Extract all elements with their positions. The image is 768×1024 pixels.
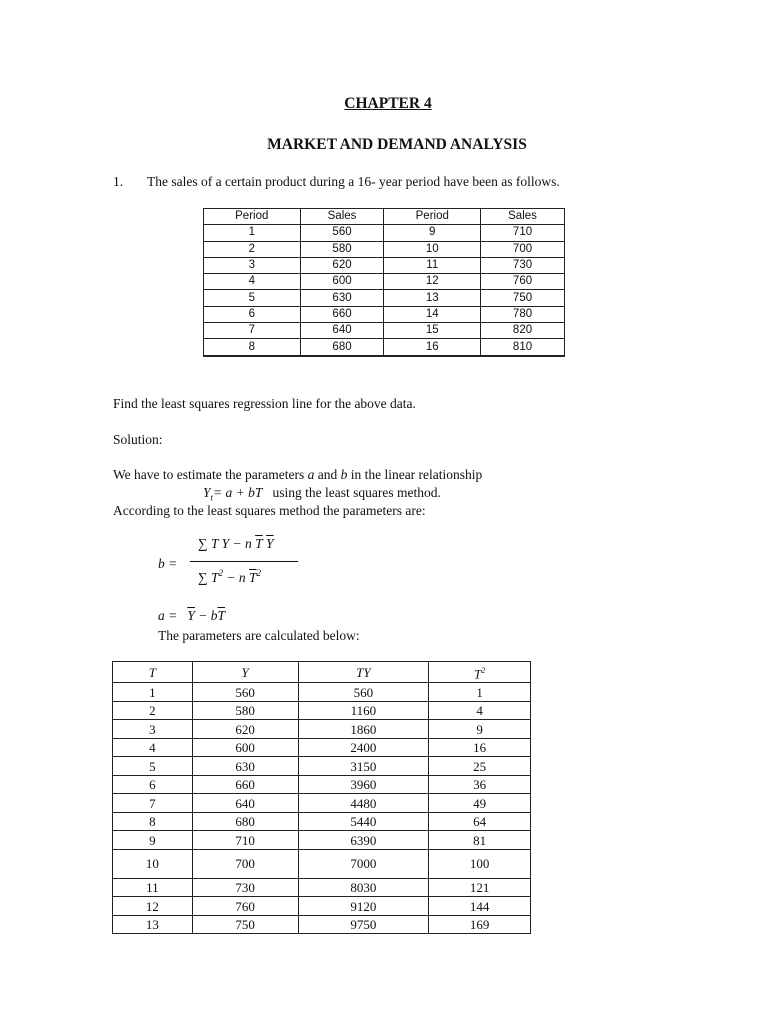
a-tbar: $\overline{T}$ bbox=[217, 608, 226, 623]
sales-cell: 15 bbox=[384, 323, 481, 339]
den-exp: 2 bbox=[218, 568, 224, 578]
calc-cell: 8030 bbox=[298, 878, 429, 897]
sales-row bbox=[204, 290, 565, 306]
param-b: b bbox=[340, 467, 348, 482]
formula-a bbox=[158, 608, 225, 624]
sales-cell: 4 bbox=[204, 274, 301, 290]
find-instruction: Find the least squares regression line for the above data. bbox=[113, 396, 416, 411]
eq-sub: t bbox=[210, 492, 214, 503]
calc-cell: 2400 bbox=[298, 738, 429, 757]
calc-cell: 1 bbox=[113, 683, 193, 702]
calc-cell: 620 bbox=[192, 720, 298, 739]
calc-row bbox=[113, 897, 531, 916]
linear-equation bbox=[203, 485, 441, 503]
sales-cell: 660 bbox=[300, 306, 384, 322]
calc-cell: 11 bbox=[113, 878, 193, 897]
sales-cell: 820 bbox=[481, 323, 565, 339]
sales-cell: 630 bbox=[300, 290, 384, 306]
para1-and: and bbox=[314, 467, 341, 482]
den-tbar: $\overline{T}$ bbox=[249, 570, 257, 585]
sales-table bbox=[203, 208, 565, 357]
calc-cell: 560 bbox=[298, 683, 429, 702]
calc-cell: 1160 bbox=[298, 701, 429, 720]
sales-row bbox=[204, 339, 565, 356]
sales-cell: 780 bbox=[481, 306, 565, 322]
eq-rhs: = a + bT bbox=[213, 485, 263, 500]
calc-cell: 144 bbox=[429, 897, 531, 916]
sales-row bbox=[204, 306, 565, 322]
calc-row bbox=[113, 812, 531, 831]
calc-intro: The parameters are calculated below: bbox=[158, 628, 360, 643]
calc-row bbox=[113, 683, 531, 702]
calc-row bbox=[113, 738, 531, 757]
calc-row bbox=[113, 878, 531, 897]
calc-header-cell: T bbox=[113, 662, 193, 683]
den-mid: − n bbox=[223, 570, 250, 585]
calc-cell: 12 bbox=[113, 897, 193, 916]
formula-b-denominator bbox=[198, 568, 261, 586]
calc-cell: 36 bbox=[429, 775, 531, 794]
sales-cell: 680 bbox=[300, 339, 384, 356]
question-text: The sales of a certain product during a 16- year period have been as follows. bbox=[147, 174, 560, 189]
sales-cell: 700 bbox=[481, 241, 565, 257]
calc-cell: 25 bbox=[429, 757, 531, 776]
calc-row bbox=[113, 915, 531, 934]
calc-cell: 1860 bbox=[298, 720, 429, 739]
calc-cell: 16 bbox=[429, 738, 531, 757]
question-number: 1. bbox=[113, 174, 124, 189]
calc-cell: 6 bbox=[113, 775, 193, 794]
chapter-title: MARKET AND DEMAND ANALYSIS bbox=[267, 136, 527, 153]
calc-cell: 169 bbox=[429, 915, 531, 934]
calc-row bbox=[113, 757, 531, 776]
sales-cell: 8 bbox=[204, 339, 301, 356]
sales-cell: 760 bbox=[481, 274, 565, 290]
calc-cell: 700 bbox=[192, 849, 298, 878]
sales-cell: Sales bbox=[481, 209, 565, 225]
calc-cell: 3150 bbox=[298, 757, 429, 776]
sales-cell: 12 bbox=[384, 274, 481, 290]
calc-row bbox=[113, 701, 531, 720]
sales-cell: 3 bbox=[204, 257, 301, 273]
sales-cell: 13 bbox=[384, 290, 481, 306]
calc-cell: 49 bbox=[429, 794, 531, 813]
calc-cell: 760 bbox=[192, 897, 298, 916]
a-ybar: $\overline{Y}$ bbox=[187, 608, 195, 623]
calc-cell: 7000 bbox=[298, 849, 429, 878]
formula-a-label: a = bbox=[158, 608, 178, 623]
calc-cell: 1 bbox=[429, 683, 531, 702]
sales-row bbox=[204, 257, 565, 273]
calc-cell: 81 bbox=[429, 831, 531, 850]
sales-cell: 600 bbox=[300, 274, 384, 290]
calc-header-row bbox=[113, 662, 531, 683]
calc-cell: 2 bbox=[113, 701, 193, 720]
sales-cell: 9 bbox=[384, 225, 481, 241]
calc-cell: 8 bbox=[113, 812, 193, 831]
calc-row bbox=[113, 794, 531, 813]
calc-cell: 7 bbox=[113, 794, 193, 813]
sales-cell: 5 bbox=[204, 290, 301, 306]
eq-lhs: Y bbox=[203, 485, 211, 500]
sales-cell: Period bbox=[384, 209, 481, 225]
calc-cell: 9750 bbox=[298, 915, 429, 934]
sales-cell: Sales bbox=[300, 209, 384, 225]
sales-row bbox=[204, 241, 565, 257]
calc-cell: 560 bbox=[192, 683, 298, 702]
sales-cell: 640 bbox=[300, 323, 384, 339]
fraction-bar bbox=[190, 561, 298, 562]
formula-b-label: b = bbox=[158, 556, 178, 571]
sales-cell: 14 bbox=[384, 306, 481, 322]
calc-cell: 121 bbox=[429, 878, 531, 897]
calc-cell: 580 bbox=[192, 701, 298, 720]
calc-cell: 4480 bbox=[298, 794, 429, 813]
paragraph-method: According to the least squares method the parameters are: bbox=[113, 503, 426, 518]
calc-cell: 710 bbox=[192, 831, 298, 850]
calc-row bbox=[113, 849, 531, 878]
solution-label: Solution: bbox=[113, 432, 163, 447]
sales-row bbox=[204, 274, 565, 290]
calc-cell: 4 bbox=[113, 738, 193, 757]
calc-cell: 730 bbox=[192, 878, 298, 897]
eq-note: using the least squares method. bbox=[272, 485, 441, 500]
sales-cell: 6 bbox=[204, 306, 301, 322]
sales-cell: 11 bbox=[384, 257, 481, 273]
sales-cell: Period bbox=[204, 209, 301, 225]
calc-cell: 5440 bbox=[298, 812, 429, 831]
num-sum: ∑ T Y − n bbox=[198, 536, 256, 551]
calc-cell: 13 bbox=[113, 915, 193, 934]
formula-b-numerator bbox=[198, 536, 274, 552]
den-exp2: 2 bbox=[256, 568, 262, 578]
calc-header-sup: 2 bbox=[481, 666, 486, 675]
param-a: a bbox=[307, 467, 315, 482]
sales-cell: 7 bbox=[204, 323, 301, 339]
para1-suffix: in the linear relationship bbox=[347, 467, 483, 482]
calc-cell: 10 bbox=[113, 849, 193, 878]
chapter-heading: CHAPTER 4 bbox=[344, 95, 432, 112]
sales-cell: 2 bbox=[204, 241, 301, 257]
calc-row bbox=[113, 720, 531, 739]
sales-cell: 710 bbox=[481, 225, 565, 241]
sales-row bbox=[204, 225, 565, 241]
sales-cell: 750 bbox=[481, 290, 565, 306]
den-sum: ∑ T bbox=[198, 570, 219, 585]
calc-cell: 4 bbox=[429, 701, 531, 720]
calc-cell: 660 bbox=[192, 775, 298, 794]
calc-cell: 3 bbox=[113, 720, 193, 739]
sales-cell: 10 bbox=[384, 241, 481, 257]
calc-cell: 640 bbox=[192, 794, 298, 813]
calc-row bbox=[113, 775, 531, 794]
sales-cell: 16 bbox=[384, 339, 481, 356]
calc-header-cell: TY bbox=[298, 662, 429, 683]
calc-cell: 3960 bbox=[298, 775, 429, 794]
calc-cell: 630 bbox=[192, 757, 298, 776]
sales-cell: 1 bbox=[204, 225, 301, 241]
calc-cell: 9 bbox=[429, 720, 531, 739]
sales-cell: 580 bbox=[300, 241, 384, 257]
calc-header-cell: Y bbox=[192, 662, 298, 683]
calc-cell: 6390 bbox=[298, 831, 429, 850]
calc-cell: 750 bbox=[192, 915, 298, 934]
calc-cell: 680 bbox=[192, 812, 298, 831]
sales-row bbox=[204, 323, 565, 339]
calc-header-cell: $T^2$ bbox=[429, 662, 531, 683]
sales-cell: 560 bbox=[300, 225, 384, 241]
calc-cell: 5 bbox=[113, 757, 193, 776]
calculation-table bbox=[112, 661, 531, 934]
para1-prefix: We have to estimate the parameters bbox=[113, 467, 308, 482]
num-tbar: $\overline{T}$ bbox=[255, 536, 263, 551]
calc-cell: 64 bbox=[429, 812, 531, 831]
calc-cell: 9 bbox=[113, 831, 193, 850]
calc-row bbox=[113, 831, 531, 850]
sales-cell: 810 bbox=[481, 339, 565, 356]
num-ybar: $\overline{Y}$ bbox=[266, 536, 274, 551]
calc-cell: 9120 bbox=[298, 897, 429, 916]
sales-header-row bbox=[204, 209, 565, 225]
a-minus: − b bbox=[194, 608, 218, 623]
paragraph-parameters bbox=[113, 467, 482, 483]
sales-cell: 730 bbox=[481, 257, 565, 273]
calc-cell: 600 bbox=[192, 738, 298, 757]
sales-cell: 620 bbox=[300, 257, 384, 273]
calc-cell: 100 bbox=[429, 849, 531, 878]
